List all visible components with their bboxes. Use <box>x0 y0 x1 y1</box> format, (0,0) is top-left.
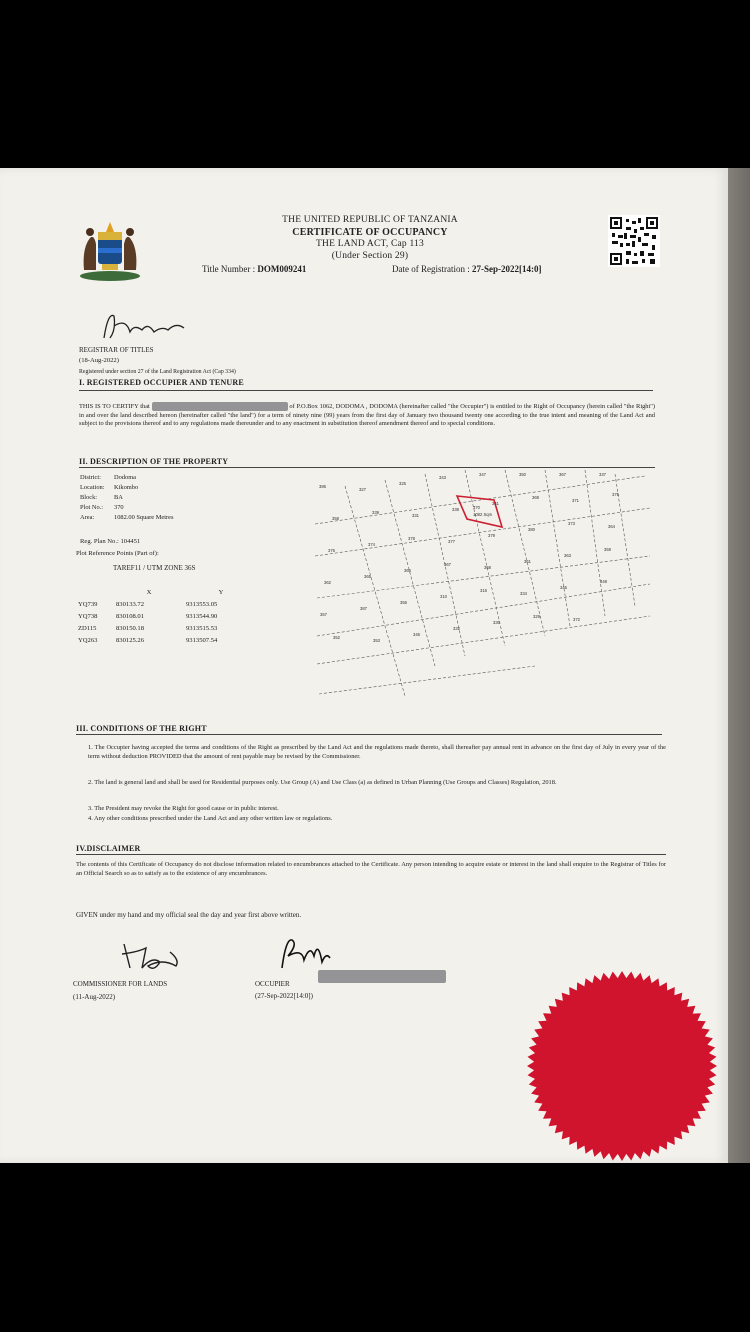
map-plot-label: 369 <box>532 495 539 500</box>
coord-x: 830108.01 <box>116 612 145 620</box>
condition-item: 1. The Occupier having accepted the terms and conditions of the Right as prescribed by the Land Act and the regulations made thereto, shall thereafter pay annual rent in advance on the first day of July in every year of the term without deduction PROVIDED that the amount of rent payable may be revised by the Commissioner. <box>88 744 666 760</box>
redacted-name <box>152 402 288 411</box>
highlighted-plot-area: 1082 Sqm <box>473 512 493 517</box>
country-name: THE UNITED REPUBLIC OF TANZANIA <box>282 215 458 225</box>
certify-lead: THIS IS TO CERTIFY that <box>79 402 150 410</box>
coord-y: 9313544.90 <box>186 612 218 620</box>
title-number-label: Title Number : <box>202 264 256 274</box>
property-fields <box>80 472 173 522</box>
field-label: Block: <box>80 493 98 501</box>
map-plot-label: 371 <box>572 498 579 503</box>
map-plot-label: 375 <box>612 492 619 497</box>
map-plot-label: 367 <box>444 562 451 567</box>
reg-plan-number: Reg. Plan No.: 104451 <box>80 538 141 545</box>
map-plot-label: 316 <box>480 588 487 593</box>
coord-x: 830133.72 <box>116 600 145 608</box>
highlighted-plot-number: 370 <box>473 505 480 510</box>
coat-of-arms-icon <box>76 218 144 282</box>
map-plot-label: 368 <box>484 565 491 570</box>
section2-heading: II. DESCRIPTION OF THE PROPERTY <box>79 457 229 466</box>
field-label: Plot No.: <box>80 503 104 511</box>
map-plot-label: 337 <box>599 472 606 477</box>
field-label: Area: <box>80 513 95 521</box>
projection-label: TAREF11 / UTM ZONE 36S <box>113 564 196 572</box>
map-plot-label: 365 <box>364 574 371 579</box>
condition-item: 4. Any other conditions prescribed under the Land Act and any other written law or regulations. <box>88 815 333 822</box>
section1-text <box>79 402 655 429</box>
coord-header-row <box>76 586 258 598</box>
coord-id: YQ263 <box>78 636 98 644</box>
map-plot-label: 343 <box>439 475 446 480</box>
map-plot-label: 373 <box>568 521 575 526</box>
coordinates-table <box>76 586 258 646</box>
commissioner-signature-icon <box>118 938 188 974</box>
title-number-row <box>202 264 306 274</box>
redacted-occupier-name <box>318 970 446 983</box>
map-plot-label: 387 <box>360 606 367 611</box>
map-plot-label: 364 <box>608 524 615 529</box>
coord-header: Y <box>218 588 224 596</box>
coord-id: YQ738 <box>78 612 98 620</box>
coord-y: 9313553.05 <box>186 600 218 608</box>
registrar-date: (18-Aug-2022) <box>79 357 119 364</box>
registrar-note: Registered under section 27 of the Land Registration Act (Cap 334) <box>79 369 236 375</box>
coord-id: YQ739 <box>78 600 98 608</box>
field-value: 1082.00 Square Metres <box>114 513 174 521</box>
plot-reference-label: Plot Reference Points (Part of): <box>76 550 159 557</box>
map-plot-label: 331 <box>412 513 419 518</box>
property-row <box>80 482 173 492</box>
map-plot-label: 310 <box>440 594 447 599</box>
act-reference: THE LAND ACT, Cap 113 <box>316 239 424 249</box>
section3-heading: III. CONDITIONS OF THE RIGHT <box>76 724 207 733</box>
field-value: 370 <box>114 503 124 511</box>
map-plot-label: 352 <box>333 635 340 640</box>
map-plot-label: 362 <box>324 580 331 585</box>
wax-seal-icon <box>524 968 720 1163</box>
field-label: District: <box>80 473 101 481</box>
map-plot-label: 363 <box>564 553 571 558</box>
map-plot-label: 350 <box>519 472 526 477</box>
commissioner-date: (11-Aug-2022) <box>73 993 116 1001</box>
coord-x: 830150.18 <box>116 624 145 632</box>
map-plot-label: 357 <box>320 612 327 617</box>
map-plot-label: 372 <box>573 617 580 622</box>
certificate-page <box>0 168 728 1163</box>
coord-row <box>76 598 258 610</box>
map-plot-label: 353 <box>373 638 380 643</box>
map-plot-label: 332 <box>453 626 460 631</box>
map-plot-label: 346 <box>413 632 420 637</box>
property-row <box>80 472 173 482</box>
coord-x: 830125.26 <box>116 636 145 644</box>
occupier-signature-icon <box>276 934 336 974</box>
map-plot-label: 366 <box>404 568 411 573</box>
certify-body: of P.O.Box 1062, DODOMA , DODOMA (hereinafter called "the Occupier") is entitled to the Right of Occupancy (herein called "the Right") in and over the land described hereon (hereinafter called "the land") for a term of ninety nine (99) years from the first day of January two thousand twenty one according to the true intent and meaning of the Land Act and subject to the provisions thereof and to any regulations made thereunder and to any enactment in substitution thereof amendment thereof and to special conditions. <box>79 402 656 428</box>
property-row <box>80 492 173 502</box>
map-plot-label: 367 <box>559 472 566 477</box>
map-plot-label: 348 <box>600 579 607 584</box>
property-row <box>80 502 173 512</box>
map-plot-label: 377 <box>448 539 455 544</box>
commissioner-label: COMMISSIONER FOR LANDS <box>73 980 168 988</box>
map-plot-label: 347 <box>479 472 486 477</box>
divider <box>76 854 666 855</box>
registration-date: 27-Sep-2022[14:0] <box>471 264 542 274</box>
map-plot-label: 359 <box>604 547 611 552</box>
map-plot-label: 345 <box>560 585 567 590</box>
condition-item: 3. The President may revoke the Right for good cause or in public interest. <box>88 805 279 812</box>
coord-row <box>76 610 258 622</box>
coord-id: ZD115 <box>78 624 97 632</box>
coord-row <box>76 622 258 634</box>
disclaimer-text: The contents of this Certificate of Occupancy do not disclose information related to encumbrances attached to the Certificate. Any person intending to acquire estate or interest in the land shall enquire to the Registrar of Titles for an Official Search so as to satisfy as to the existence of any encumbrances. <box>76 861 666 877</box>
map-plot-label: 361 <box>524 559 531 564</box>
occupier-label: OCCUPIER <box>255 980 290 988</box>
map-plot-label: 374 <box>368 542 375 547</box>
occupier-date: (27-Sep-2022[14:0]) <box>255 992 313 1000</box>
certificate-title: CERTIFICATE OF OCCUPANCY <box>292 227 448 238</box>
registration-label: Date of Registration : <box>392 264 470 274</box>
map-plot-label: 334 <box>520 591 527 596</box>
coord-row <box>76 634 258 646</box>
property-row <box>80 512 173 522</box>
field-label: Location: <box>80 483 105 491</box>
section1-heading: I. REGISTERED OCCUPIER AND TENURE <box>79 378 244 387</box>
map-plot-label: 376 <box>328 548 335 553</box>
map-plot-label: 330 <box>493 620 500 625</box>
section4-heading: IV.DISCLAIMER <box>76 844 141 853</box>
coord-header: X <box>146 588 152 596</box>
map-plot-label: 327 <box>359 487 366 492</box>
given-statement: GIVEN under my hand and my official seal the day and year first above written. <box>76 911 302 919</box>
field-value: Dodoma <box>114 473 137 481</box>
map-plot-label: 329 <box>533 614 540 619</box>
signature-icon <box>96 308 196 344</box>
field-value: Kikombo <box>114 483 139 491</box>
map-plot-label: 386 <box>319 484 326 489</box>
map-plot-label: 325 <box>399 481 406 486</box>
map-plot-label: 338 <box>452 507 459 512</box>
map-plot-label: 341 <box>492 501 499 506</box>
map-plot-label: 356 <box>400 600 407 605</box>
map-plot-label: 358 <box>332 516 339 521</box>
coord-header <box>76 586 114 598</box>
map-plot-label: 378 <box>408 536 415 541</box>
map-plot-label: 379 <box>488 533 495 538</box>
map-plot-label: 339 <box>372 510 379 515</box>
divider <box>79 390 653 391</box>
map-plot-label: 380 <box>528 527 535 532</box>
condition-item: 2. The land is general land and shall be used for Residential purposes only. Use Group (A) and Use Class (a) as defined in Urban Planning (Use Groups and Classes) Regulation, 2018. <box>88 779 557 786</box>
qr-code-icon <box>608 215 660 267</box>
coord-y: 9313507.54 <box>186 636 218 644</box>
registrar-label: REGISTRAR OF TITLES <box>79 346 154 354</box>
coord-y: 9313515.53 <box>186 624 218 632</box>
section-reference: (Under Section 29) <box>331 251 409 261</box>
field-value: BA <box>114 493 123 501</box>
title-number: DOM009241 <box>257 264 307 274</box>
registration-row <box>392 264 541 274</box>
cadastral-map <box>305 466 660 704</box>
divider <box>76 734 662 735</box>
